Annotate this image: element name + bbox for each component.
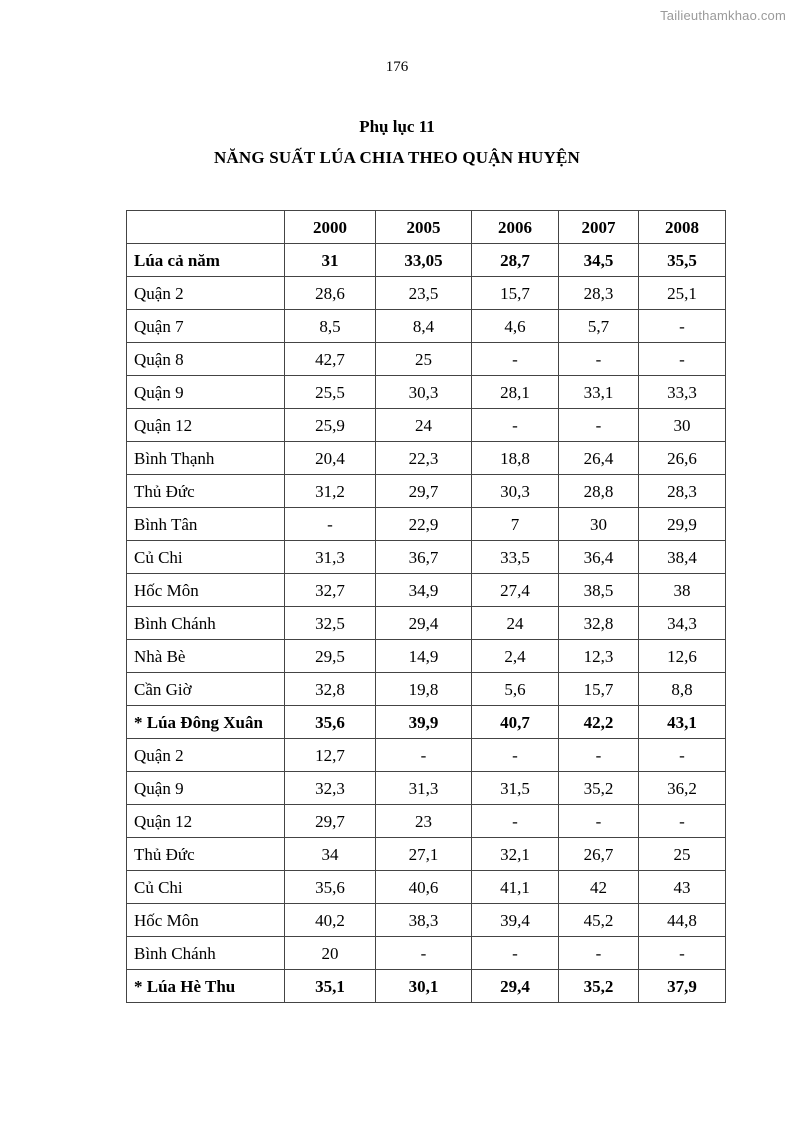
value-cell: 26,4: [559, 442, 639, 475]
appendix-label: Phụ lục 11: [359, 117, 435, 136]
value-cell: 32,5: [285, 607, 376, 640]
value-cell: 25,1: [639, 277, 726, 310]
value-cell: -: [639, 937, 726, 970]
page-number: 176: [385, 59, 409, 75]
row-label-cell: Củ Chi: [127, 541, 285, 574]
value-cell: 15,7: [559, 673, 639, 706]
value-cell: 28,3: [559, 277, 639, 310]
value-cell: 32,1: [472, 838, 559, 871]
value-cell: 35,5: [639, 244, 726, 277]
value-cell: 22,3: [376, 442, 472, 475]
value-cell: 25: [376, 343, 472, 376]
value-cell: 37,9: [639, 970, 726, 1003]
value-cell: 24: [376, 409, 472, 442]
value-cell: 25,5: [285, 376, 376, 409]
value-cell: -: [559, 937, 639, 970]
value-cell: 42,2: [559, 706, 639, 739]
value-cell: -: [472, 937, 559, 970]
value-cell: 40,6: [376, 871, 472, 904]
value-cell: -: [559, 343, 639, 376]
value-cell: 4,6: [472, 310, 559, 343]
value-cell: 27,4: [472, 574, 559, 607]
row-label-cell: Bình Tân: [127, 508, 285, 541]
value-cell: 31,2: [285, 475, 376, 508]
value-cell: 30,3: [376, 376, 472, 409]
row-label-cell: Củ Chi: [127, 871, 285, 904]
value-cell: 34: [285, 838, 376, 871]
value-cell: 45,2: [559, 904, 639, 937]
header-year-cell: 2005: [376, 211, 472, 244]
row-label-cell: Hốc Môn: [127, 574, 285, 607]
table-row: [127, 904, 726, 937]
value-cell: -: [559, 739, 639, 772]
table-row: [127, 541, 726, 574]
value-cell: 34,5: [559, 244, 639, 277]
value-cell: -: [559, 409, 639, 442]
value-cell: 18,8: [472, 442, 559, 475]
value-cell: 29,7: [285, 805, 376, 838]
value-cell: 31,3: [285, 541, 376, 574]
value-cell: 25: [639, 838, 726, 871]
value-cell: 40,2: [285, 904, 376, 937]
value-cell: 26,7: [559, 838, 639, 871]
row-label-cell: Quận 8: [127, 343, 285, 376]
value-cell: -: [472, 409, 559, 442]
table-row: [127, 640, 726, 673]
table-body: [127, 211, 726, 1003]
value-cell: 39,4: [472, 904, 559, 937]
value-cell: 35,2: [559, 772, 639, 805]
value-cell: 30,3: [472, 475, 559, 508]
table-header-row: [127, 211, 726, 244]
table-row: [127, 343, 726, 376]
value-cell: 19,8: [376, 673, 472, 706]
table-row: [127, 475, 726, 508]
value-cell: 20: [285, 937, 376, 970]
value-cell: 2,4: [472, 640, 559, 673]
value-cell: 15,7: [472, 277, 559, 310]
row-label-cell: Bình Chánh: [127, 937, 285, 970]
row-label-cell: Lúa cả năm: [127, 244, 285, 277]
value-cell: 28,8: [559, 475, 639, 508]
value-cell: 29,5: [285, 640, 376, 673]
value-cell: 27,1: [376, 838, 472, 871]
row-label-cell: Quận 12: [127, 409, 285, 442]
value-cell: 38,4: [639, 541, 726, 574]
table-row: [127, 607, 726, 640]
value-cell: 5,7: [559, 310, 639, 343]
row-label-cell: Bình Chánh: [127, 607, 285, 640]
value-cell: 36,4: [559, 541, 639, 574]
row-label-cell: Thủ Đức: [127, 475, 285, 508]
rice-yield-table: [126, 210, 726, 1003]
table-row: [127, 574, 726, 607]
value-cell: 35,1: [285, 970, 376, 1003]
table-group-row: [127, 244, 726, 277]
value-cell: 30: [639, 409, 726, 442]
row-label-cell: Quận 9: [127, 376, 285, 409]
table-row: [127, 871, 726, 904]
row-label-cell: Quận 12: [127, 805, 285, 838]
table-row: [127, 673, 726, 706]
row-label-cell: Cần Giờ: [127, 673, 285, 706]
row-label-cell: Quận 9: [127, 772, 285, 805]
value-cell: 28,3: [639, 475, 726, 508]
value-cell: -: [639, 310, 726, 343]
value-cell: -: [559, 805, 639, 838]
row-label-cell: Nhà Bè: [127, 640, 285, 673]
value-cell: 32,3: [285, 772, 376, 805]
value-cell: 39,9: [376, 706, 472, 739]
value-cell: 33,05: [376, 244, 472, 277]
value-cell: 28,7: [472, 244, 559, 277]
value-cell: 42,7: [285, 343, 376, 376]
table-row: [127, 508, 726, 541]
header-corner-cell: [127, 211, 285, 244]
table-group-row: [127, 970, 726, 1003]
value-cell: -: [376, 739, 472, 772]
value-cell: 43,1: [639, 706, 726, 739]
header-year-cell: 2000: [285, 211, 376, 244]
value-cell: 22,9: [376, 508, 472, 541]
row-label-cell: Quận 2: [127, 277, 285, 310]
value-cell: 28,1: [472, 376, 559, 409]
row-label-cell: * Lúa Đông Xuân: [127, 706, 285, 739]
value-cell: 32,7: [285, 574, 376, 607]
value-cell: 28,6: [285, 277, 376, 310]
value-cell: 33,5: [472, 541, 559, 574]
row-label-cell: Quận 7: [127, 310, 285, 343]
table-row: [127, 772, 726, 805]
value-cell: 14,9: [376, 640, 472, 673]
header-year-cell: 2006: [472, 211, 559, 244]
value-cell: 30: [559, 508, 639, 541]
value-cell: 38,5: [559, 574, 639, 607]
value-cell: 25,9: [285, 409, 376, 442]
table-row: [127, 805, 726, 838]
row-label-cell: Thủ Đức: [127, 838, 285, 871]
watermark: Tailieuthamkhao.com: [660, 8, 786, 23]
value-cell: -: [472, 343, 559, 376]
value-cell: -: [376, 937, 472, 970]
value-cell: 42: [559, 871, 639, 904]
table-row: [127, 376, 726, 409]
value-cell: 12,6: [639, 640, 726, 673]
value-cell: 35,6: [285, 871, 376, 904]
value-cell: 34,3: [639, 607, 726, 640]
value-cell: 31,5: [472, 772, 559, 805]
value-cell: 33,3: [639, 376, 726, 409]
value-cell: 31,3: [376, 772, 472, 805]
row-label-cell: Hốc Môn: [127, 904, 285, 937]
value-cell: 8,4: [376, 310, 472, 343]
value-cell: 41,1: [472, 871, 559, 904]
value-cell: 33,1: [559, 376, 639, 409]
value-cell: 38: [639, 574, 726, 607]
value-cell: -: [639, 739, 726, 772]
value-cell: 40,7: [472, 706, 559, 739]
value-cell: 12,3: [559, 640, 639, 673]
table-row: [127, 310, 726, 343]
header-year-cell: 2007: [559, 211, 639, 244]
value-cell: 29,4: [472, 970, 559, 1003]
value-cell: 29,4: [376, 607, 472, 640]
value-cell: 24: [472, 607, 559, 640]
row-label-cell: Bình Thạnh: [127, 442, 285, 475]
row-label-cell: * Lúa Hè Thu: [127, 970, 285, 1003]
value-cell: 26,6: [639, 442, 726, 475]
table-row: [127, 409, 726, 442]
value-cell: 35,6: [285, 706, 376, 739]
value-cell: -: [285, 508, 376, 541]
value-cell: 32,8: [559, 607, 639, 640]
value-cell: 36,2: [639, 772, 726, 805]
value-cell: 8,8: [639, 673, 726, 706]
table-row: [127, 277, 726, 310]
value-cell: 32,8: [285, 673, 376, 706]
table-group-row: [127, 706, 726, 739]
value-cell: 23: [376, 805, 472, 838]
table-row: [127, 838, 726, 871]
table-row: [127, 937, 726, 970]
value-cell: 29,7: [376, 475, 472, 508]
value-cell: 29,9: [639, 508, 726, 541]
value-cell: 43: [639, 871, 726, 904]
value-cell: -: [472, 805, 559, 838]
value-cell: 31: [285, 244, 376, 277]
value-cell: 23,5: [376, 277, 472, 310]
value-cell: 8,5: [285, 310, 376, 343]
header-year-cell: 2008: [639, 211, 726, 244]
table-row: [127, 739, 726, 772]
value-cell: 36,7: [376, 541, 472, 574]
value-cell: 38,3: [376, 904, 472, 937]
value-cell: 44,8: [639, 904, 726, 937]
page-title: NĂNG SUẤT LÚA CHIA THEO QUẬN HUYỆN: [213, 148, 581, 167]
value-cell: 7: [472, 508, 559, 541]
value-cell: 20,4: [285, 442, 376, 475]
value-cell: 35,2: [559, 970, 639, 1003]
value-cell: 30,1: [376, 970, 472, 1003]
value-cell: 12,7: [285, 739, 376, 772]
table-row: [127, 442, 726, 475]
value-cell: 5,6: [472, 673, 559, 706]
value-cell: -: [472, 739, 559, 772]
row-label-cell: Quận 2: [127, 739, 285, 772]
value-cell: -: [639, 343, 726, 376]
value-cell: -: [639, 805, 726, 838]
value-cell: 34,9: [376, 574, 472, 607]
